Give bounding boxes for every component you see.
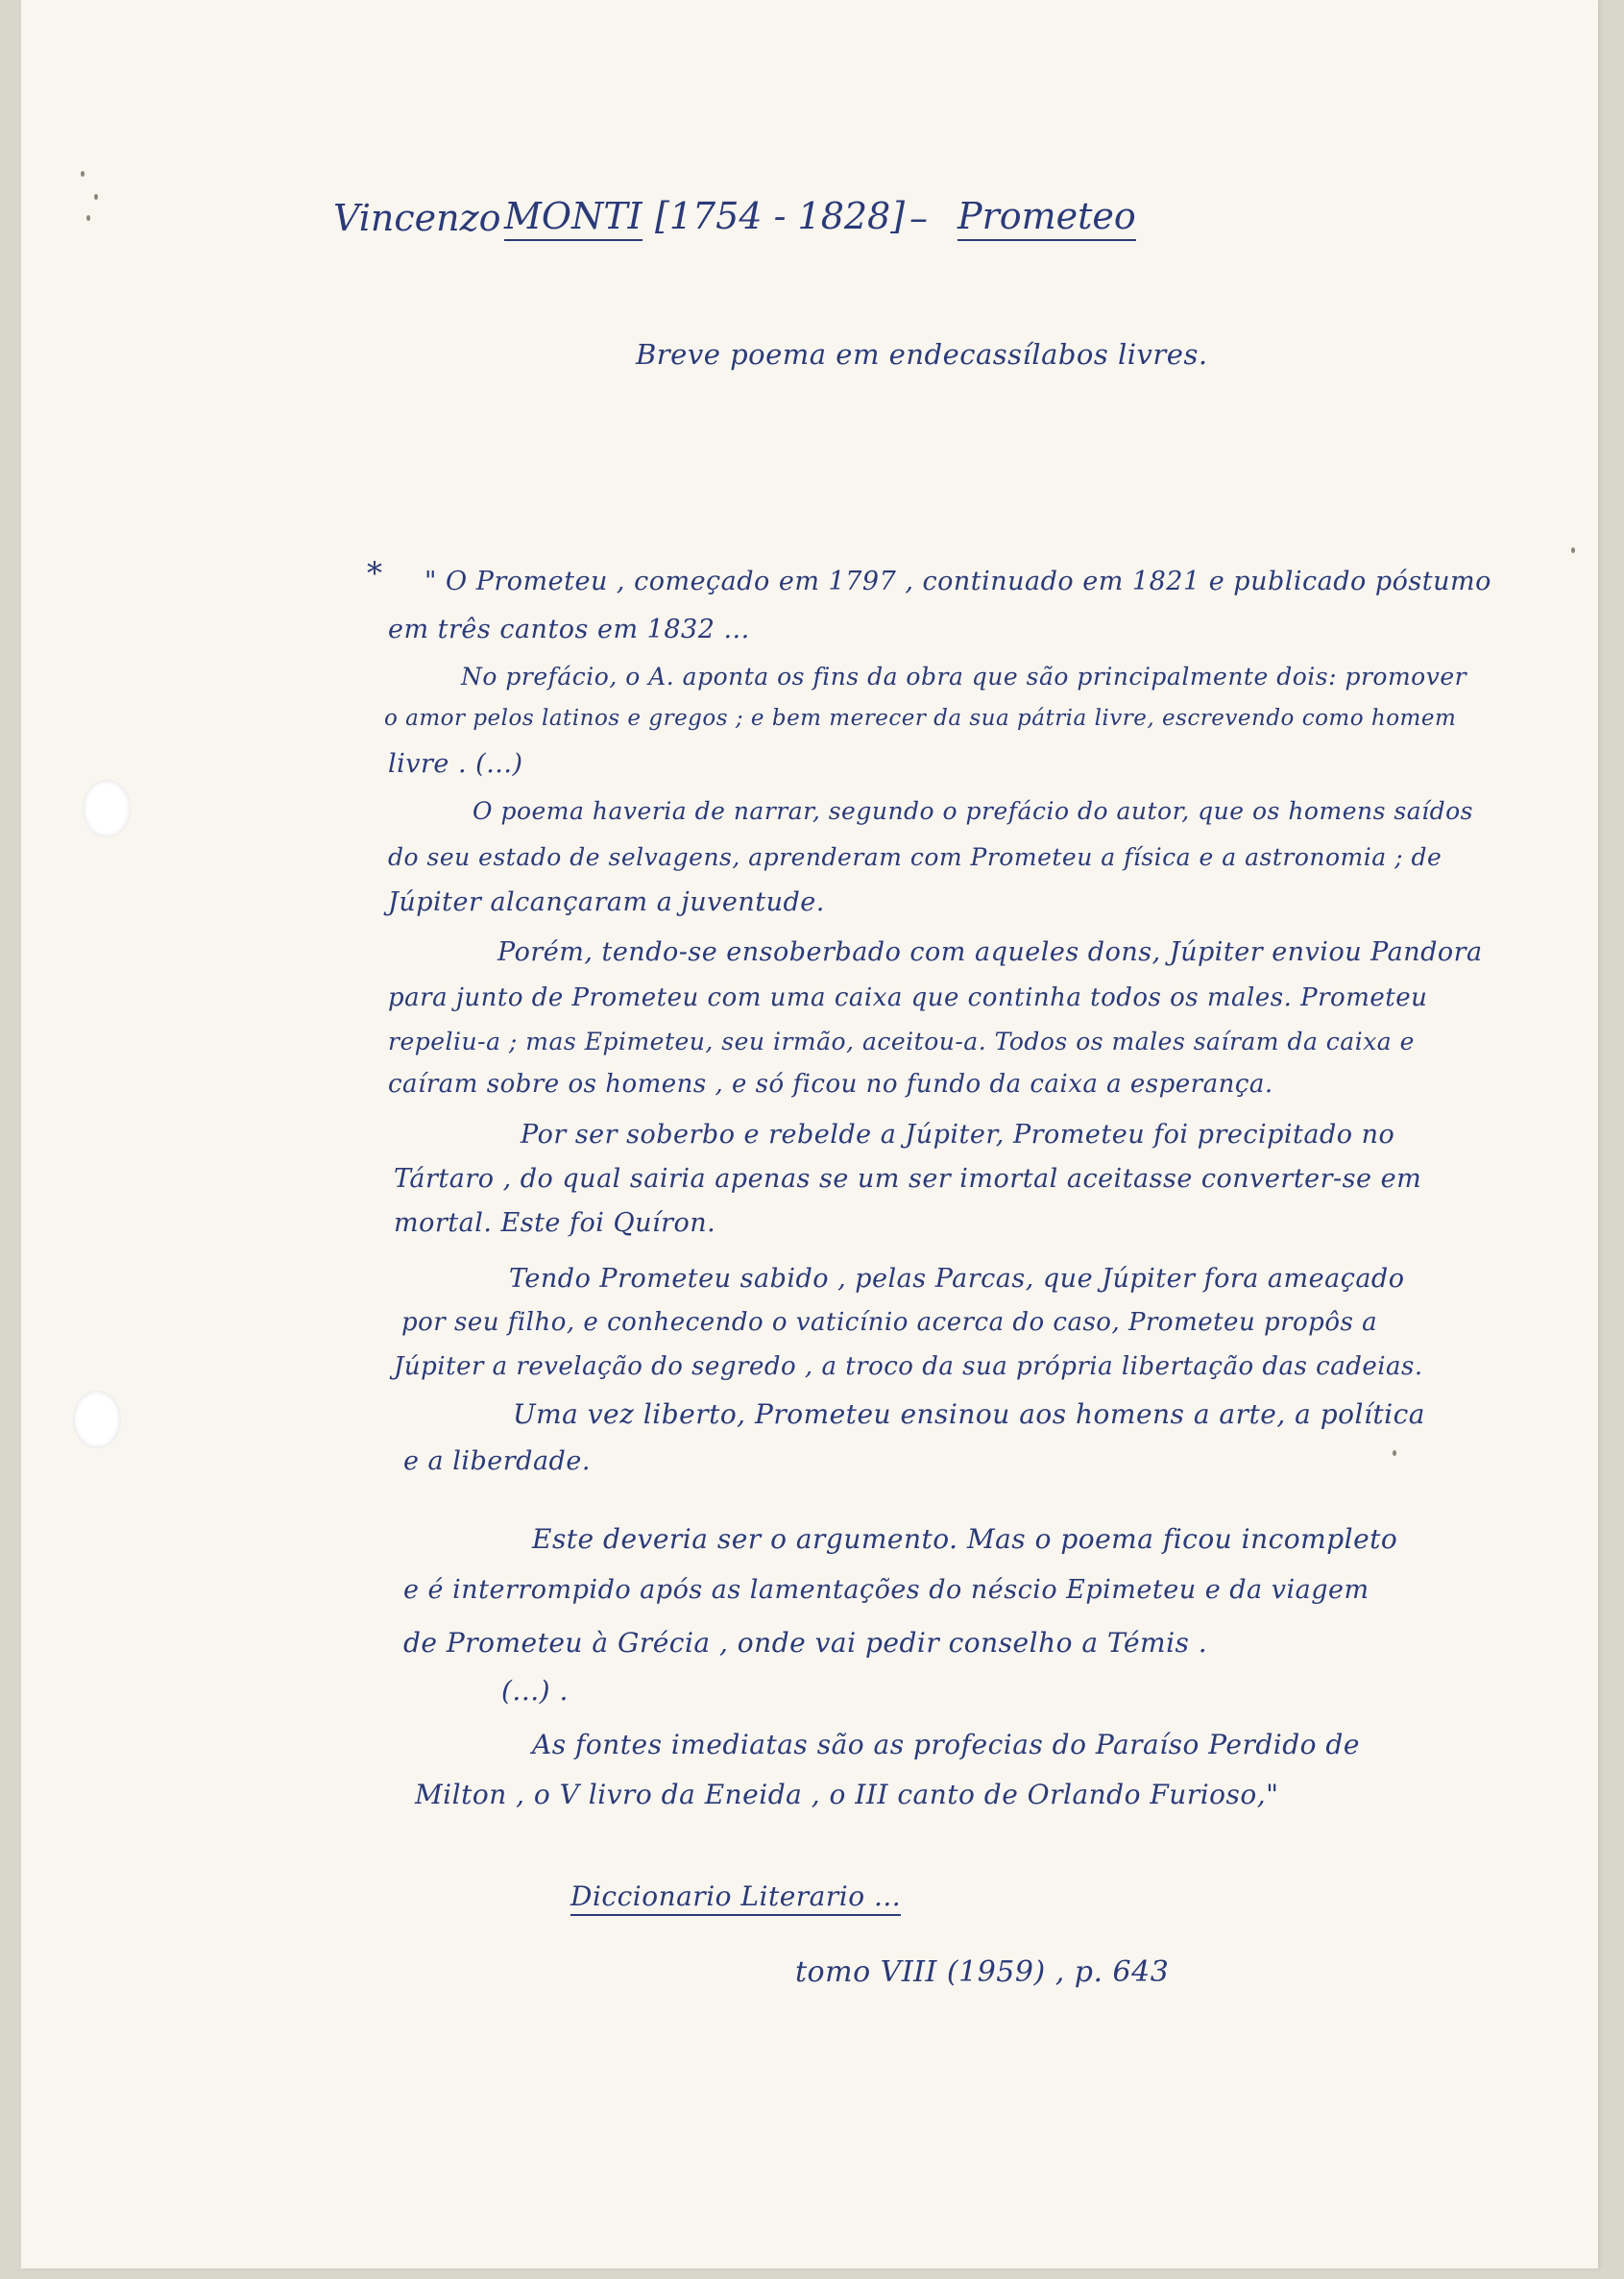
work-title: Prometeo bbox=[957, 195, 1136, 241]
text-line: Este deveria ser o argumento. Mas o poema ficou incompleto bbox=[532, 1523, 1398, 1555]
author-last-name: MONTI bbox=[504, 195, 642, 241]
text-line: Tártaro , do qual sairia apenas se um ser imortal aceitasse converter-se em bbox=[394, 1164, 1422, 1194]
text-line: Tendo Prometeu sabido , pelas Parcas, que Júpiter fora ameaçado bbox=[509, 1264, 1405, 1294]
text-line: Júpiter a revelação do segredo , a troco da sua própria libertação das cadeias. bbox=[394, 1352, 1423, 1381]
text-line: Uma vez liberto, Prometeu ensinou aos homens a arte, a política bbox=[513, 1398, 1425, 1430]
paper-speck bbox=[81, 171, 85, 177]
punch-hole-bottom bbox=[73, 1391, 121, 1448]
paper-speck bbox=[1393, 1450, 1396, 1456]
text-line: e é interrompido após as lamentações do néscio Epimeteu e da viagem bbox=[403, 1575, 1369, 1605]
punch-hole-top bbox=[83, 780, 131, 837]
manuscript-page bbox=[21, 0, 1598, 2268]
paper-speck bbox=[1571, 547, 1575, 553]
text-line: As fontes imediatas são as profecias do Paraíso Perdido de bbox=[532, 1729, 1360, 1760]
text-line: mortal. Este foi Quíron. bbox=[394, 1208, 716, 1238]
text-line: (...) . bbox=[501, 1675, 569, 1707]
text-line: caíram sobre os homens , e só ficou no fundo da caixa a esperança. bbox=[388, 1070, 1273, 1099]
source-title: Diccionario Literario ... bbox=[570, 1880, 901, 1916]
text-line: do seu estado de selvagens, aprenderam com Prometeu a física e a astronomia ; de bbox=[388, 843, 1442, 871]
text-line: " O Prometeu , começado em 1797 , continuado em 1821 e publicado póstumo bbox=[424, 567, 1491, 596]
text-line: para junto de Prometeu com uma caixa que continha todos os males. Prometeu bbox=[388, 983, 1428, 1012]
subtitle: Breve poema em endecassílabos livres. bbox=[636, 338, 1208, 371]
text-line: em três cantos em 1832 ... bbox=[388, 615, 750, 644]
text-line: Júpiter alcançaram a juventude. bbox=[388, 887, 825, 917]
text-line: livre . (...) bbox=[388, 749, 523, 779]
text-line: por seu filho, e conhecendo o vaticínio acerca do caso, Prometeu propôs a bbox=[401, 1308, 1378, 1337]
asterisk: * bbox=[367, 555, 382, 592]
text-line: Porém, tendo-se ensoberbado com aqueles dons, Júpiter enviou Pandora bbox=[497, 937, 1483, 967]
text-line: o amor pelos latinos e gregos ; e bem merecer da sua pátria livre, escrevendo como homem bbox=[384, 706, 1457, 731]
paper-speck bbox=[94, 194, 98, 200]
text-line: de Prometeu à Grécia , onde vai pedir conselho a Témis . bbox=[403, 1627, 1208, 1659]
author-dates: [1754 - 1828] bbox=[655, 195, 906, 237]
text-line: O poema haveria de narrar, segundo o prefácio do autor, que os homens saídos bbox=[473, 797, 1473, 825]
text-line: repeliu-a ; mas Epimeteu, seu irmão, aceitou-a. Todos os males saíram da caixa e bbox=[388, 1028, 1415, 1055]
text-line: Milton , o V livro da Eneida , o III canto de Orlando Furioso," bbox=[415, 1779, 1279, 1810]
text-line: No prefácio, o A. aponta os fins da obra que são principalmente dois: promover bbox=[461, 663, 1467, 691]
author-first-name: Vincenzo bbox=[333, 197, 501, 239]
source-reference: tomo VIII (1959) , p. 643 bbox=[795, 1955, 1170, 1989]
header-dash: – bbox=[909, 197, 928, 239]
text-line: e a liberdade. bbox=[403, 1446, 591, 1476]
paper-speck bbox=[86, 215, 90, 221]
text-line: Por ser soberbo e rebelde a Júpiter, Prometeu foi precipitado no bbox=[521, 1120, 1395, 1150]
